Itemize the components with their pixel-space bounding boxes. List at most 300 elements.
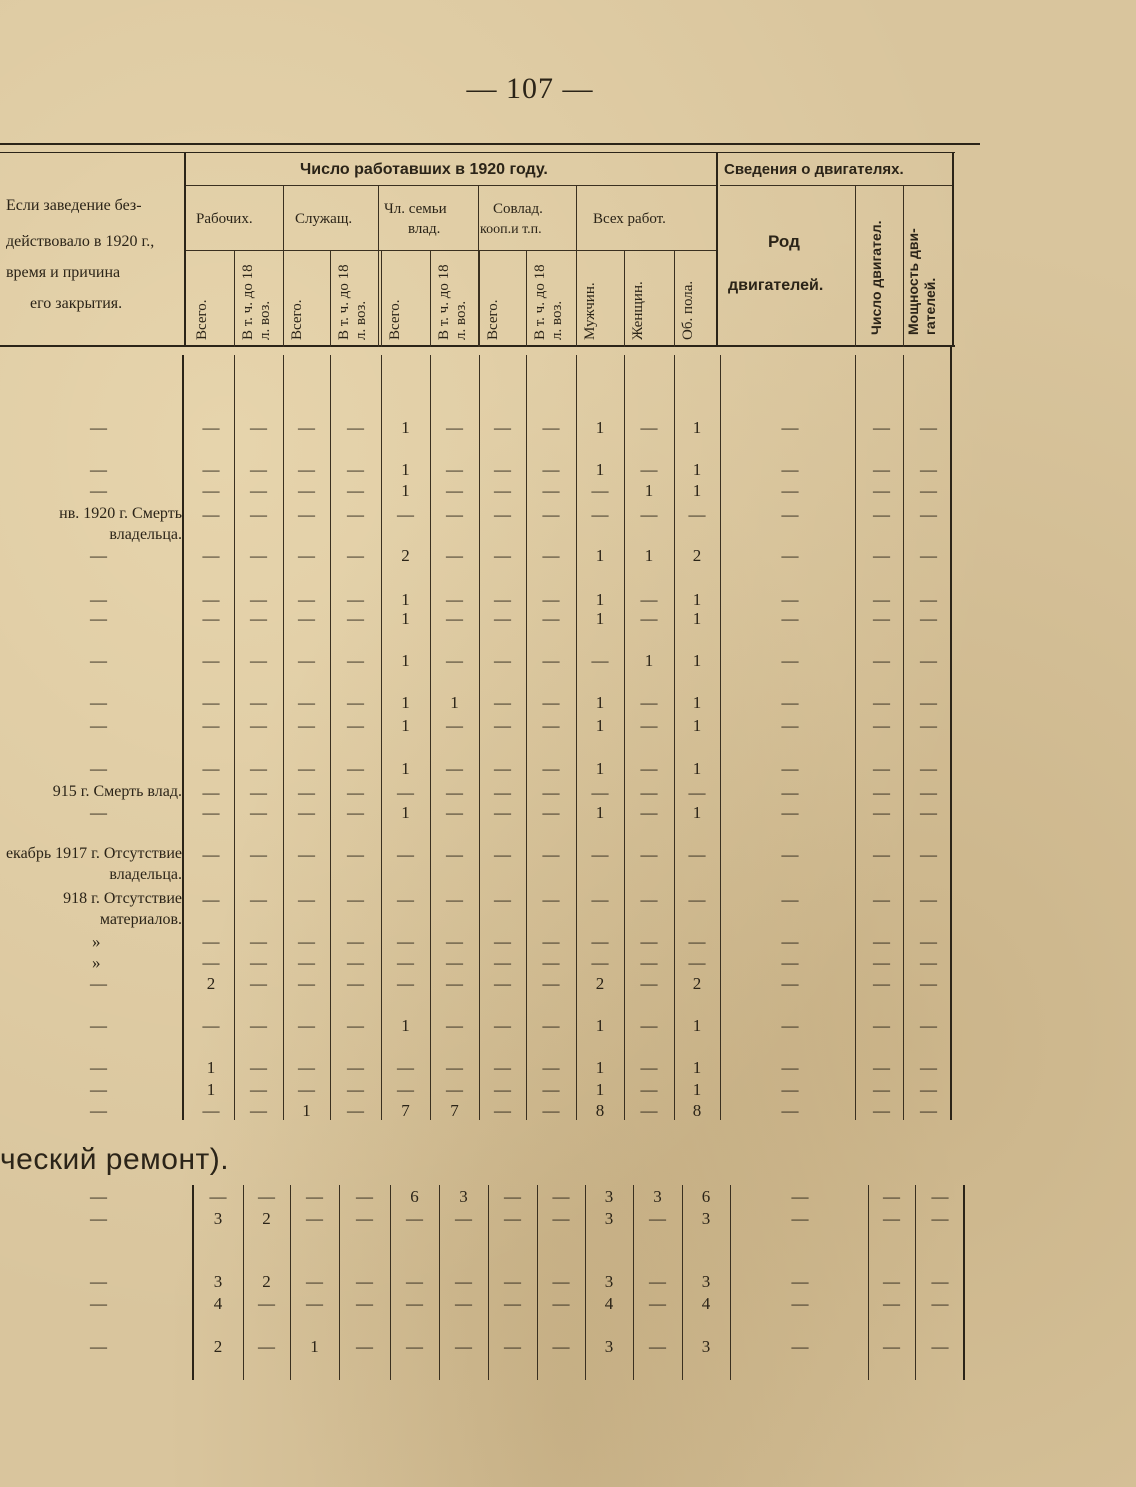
engine-cell: — <box>873 418 890 437</box>
column-rule <box>730 1185 731 1380</box>
table-cell: — <box>542 759 560 778</box>
engine-cell: — <box>781 460 799 479</box>
table-cell: 1 <box>595 590 605 609</box>
table-cell: — <box>494 1101 511 1120</box>
engine-cell: — <box>873 693 890 712</box>
table-cell: — <box>552 1187 570 1206</box>
table-cell: — <box>494 716 511 735</box>
row-reason: — <box>90 1209 107 1228</box>
table-cell: — <box>250 460 267 479</box>
row-reason: — <box>90 1016 107 1035</box>
engine-cell: — <box>781 481 799 500</box>
table-cell: — <box>552 1294 570 1313</box>
row-reason: — <box>90 1101 107 1120</box>
row-reason: 915 г. Смерть влад. <box>52 783 182 800</box>
table-cell: — <box>298 693 315 712</box>
column-rule <box>234 355 235 1120</box>
engine-cell: — <box>931 1337 949 1356</box>
table-cell: — <box>356 1187 373 1206</box>
column-rule <box>952 152 954 347</box>
table-cell: — <box>446 845 463 864</box>
table-cell: — <box>202 590 220 609</box>
table-cell: 1 <box>692 1016 702 1035</box>
engine-cell: — <box>781 890 799 909</box>
table-cell: — <box>397 783 414 802</box>
engine-cell: — <box>791 1294 809 1313</box>
column-rule <box>585 1185 586 1380</box>
engine-cell: — <box>883 1209 900 1228</box>
table-cell: — <box>591 651 609 670</box>
table-cell: 1 <box>692 693 702 712</box>
table-cell: — <box>446 418 463 437</box>
subgroup-family: Чл. семьи <box>384 201 447 217</box>
table-cell: — <box>202 460 220 479</box>
table-cell: — <box>494 590 511 609</box>
table-cell: 1 <box>401 460 410 479</box>
table-cell: — <box>298 1080 315 1099</box>
table-cell: — <box>202 609 220 628</box>
table-cell: — <box>347 693 364 712</box>
table-cell: — <box>504 1294 521 1313</box>
table-cell: — <box>397 974 414 993</box>
column-rule <box>234 250 235 347</box>
table-cell: — <box>494 890 511 909</box>
table-cell: — <box>552 1337 570 1356</box>
table-cell: — <box>258 1187 275 1206</box>
engine-cell: — <box>920 890 937 909</box>
table-cell: — <box>406 1337 423 1356</box>
engine-cell: — <box>873 651 890 670</box>
column-rule <box>903 355 904 1120</box>
table-cell: — <box>347 845 364 864</box>
table-cell: — <box>591 953 609 972</box>
table-cell: — <box>542 803 560 822</box>
leaf-column-label: Об. пола. <box>680 280 696 340</box>
engine-cell: — <box>873 974 890 993</box>
table-cell: 1 <box>692 1080 702 1099</box>
table-cell: — <box>591 890 609 909</box>
table-cell: — <box>542 418 560 437</box>
row-reason: — <box>90 1058 107 1077</box>
table-cell: — <box>202 803 220 822</box>
table-cell: 3 <box>604 1272 614 1291</box>
engine-cell: — <box>920 609 937 628</box>
table-cell: 1 <box>692 1058 702 1077</box>
table-cell: 1 <box>692 803 702 822</box>
table-cell: 1 <box>692 418 702 437</box>
engine-cell: — <box>920 1080 937 1099</box>
leaf-column-label: В т. ч. до 18 л. воз. <box>336 264 369 340</box>
workers-group-title: Число работавших в 1920 году. <box>300 161 548 178</box>
table-cell: — <box>640 590 658 609</box>
table-cell: — <box>202 890 220 909</box>
table-cell: — <box>250 1080 267 1099</box>
engine-cell: — <box>781 1080 799 1099</box>
table-cell: 1 <box>302 1101 311 1120</box>
reason-header-line: действовало в 1920 г., <box>6 233 155 250</box>
table-cell: — <box>591 783 609 802</box>
engine-cell: — <box>920 546 937 565</box>
table-cell: 6 <box>410 1187 419 1206</box>
table-cell: — <box>542 609 560 628</box>
table-cell: — <box>542 693 560 712</box>
column-rule <box>479 250 480 347</box>
engine-cell: — <box>920 932 937 951</box>
table-cell: — <box>397 953 414 972</box>
subgroup-coowners: Совлад. <box>493 201 543 217</box>
engine-cell: — <box>920 1101 937 1120</box>
table-cell: — <box>640 759 658 778</box>
engine-cell: — <box>920 418 937 437</box>
table-cell: 1 <box>401 481 410 500</box>
table-cell: — <box>347 890 364 909</box>
table-cell: — <box>397 845 414 864</box>
table-cell: — <box>640 693 658 712</box>
engine-cell: — <box>920 759 937 778</box>
table-cell: — <box>347 803 364 822</box>
table-cell: — <box>591 505 609 524</box>
table-cell: — <box>250 609 267 628</box>
engine-cell: — <box>873 590 890 609</box>
table-cell: — <box>298 460 315 479</box>
table-cell: — <box>202 693 220 712</box>
table-cell: — <box>298 845 315 864</box>
table-cell: — <box>640 716 658 735</box>
table-cell: — <box>306 1187 323 1206</box>
table-cell: — <box>542 590 560 609</box>
table-cell: — <box>202 759 220 778</box>
table-cell: — <box>455 1294 472 1313</box>
table-cell: — <box>306 1209 323 1228</box>
row-reason: нв. 1920 г. Смерть владельца. <box>59 505 182 543</box>
table-cell: — <box>250 481 267 500</box>
table-cell: — <box>494 1080 511 1099</box>
header-line <box>720 185 952 186</box>
column-rule <box>537 1185 538 1380</box>
table-cell: 2 <box>213 1337 223 1356</box>
page-number: — 107 — <box>466 72 594 105</box>
row-reason: — <box>90 716 107 735</box>
table-cell: 4 <box>604 1294 614 1313</box>
table-cell: — <box>202 481 220 500</box>
table-cell: — <box>250 693 267 712</box>
reason-header-line: время и причина <box>6 264 121 281</box>
column-rule <box>950 345 952 1120</box>
column-rule <box>915 1185 916 1380</box>
row-reason: — <box>90 1337 107 1356</box>
row-reason: — <box>90 651 107 670</box>
row-reason: — <box>90 609 107 628</box>
table-cell: — <box>209 1187 227 1206</box>
table-cell: — <box>542 505 560 524</box>
table-cell: — <box>298 803 315 822</box>
table-cell: 3 <box>701 1272 711 1291</box>
engine-cell: — <box>781 974 799 993</box>
engine-cell: — <box>883 1272 900 1291</box>
table-cell: — <box>640 953 658 972</box>
engine-cell: — <box>781 1016 799 1035</box>
column-rule <box>243 1185 244 1380</box>
table-cell: 1 <box>450 693 459 712</box>
table-cell: — <box>504 1272 521 1291</box>
column-rule <box>330 250 331 347</box>
engine-cell: — <box>873 953 890 972</box>
table-cell: — <box>298 418 315 437</box>
table-cell: 3 <box>213 1209 223 1228</box>
table-cell: — <box>494 803 511 822</box>
engine-count-header: Число двигател. <box>868 220 884 335</box>
reason-header-line: Если заведение без- <box>6 197 142 214</box>
engine-cell: — <box>931 1272 949 1291</box>
table-cell: — <box>250 651 267 670</box>
table-cell: — <box>542 783 560 802</box>
column-rule <box>479 355 480 1120</box>
table-cell: 1 <box>644 481 654 500</box>
table-cell: — <box>504 1209 521 1228</box>
table-cell: — <box>250 546 267 565</box>
row-reason: — <box>90 1187 107 1206</box>
table-cell: — <box>250 932 267 951</box>
table-cell: — <box>542 890 560 909</box>
column-rule <box>903 185 904 347</box>
engine-cell: — <box>883 1337 900 1356</box>
table-cell: — <box>347 505 364 524</box>
table-cell: — <box>446 974 463 993</box>
table-cell: 1 <box>595 716 605 735</box>
table-cell: — <box>591 481 609 500</box>
table-cell: — <box>649 1337 666 1356</box>
table-cell: 1 <box>401 759 410 778</box>
table-cell: 7 <box>450 1101 459 1120</box>
column-rule <box>381 250 382 347</box>
table-cell: — <box>591 845 609 864</box>
row-reason: екабрь 1917 г. Отсутствие владельца. <box>5 845 182 883</box>
engine-cell: — <box>781 418 799 437</box>
section-2-title: ческий ремонт). <box>0 1143 230 1176</box>
table-cell: — <box>347 1058 364 1077</box>
table-cell: — <box>649 1272 666 1291</box>
table-cell: — <box>397 1080 414 1099</box>
leaf-column-label: Мужчин. <box>582 282 598 340</box>
row-reason: — <box>90 974 107 993</box>
table-cell: 3 <box>459 1187 468 1206</box>
column-rule <box>290 1185 291 1380</box>
column-rule <box>576 355 577 1120</box>
table-cell: — <box>446 481 463 500</box>
engine-cell: — <box>781 651 799 670</box>
leaf-column-label: Всего. <box>387 299 403 340</box>
table-cell: 1 <box>595 1058 605 1077</box>
table-cell: — <box>347 932 364 951</box>
column-rule <box>624 250 625 347</box>
table-cell: — <box>446 1058 463 1077</box>
table-cell: — <box>494 460 511 479</box>
column-rule <box>339 1185 340 1380</box>
engine-cell: — <box>873 460 890 479</box>
engine-cell: — <box>873 803 890 822</box>
table-cell: — <box>202 651 220 670</box>
table-cell: — <box>640 845 658 864</box>
table-cell: — <box>504 1187 521 1206</box>
header-line <box>186 250 716 251</box>
column-rule <box>526 250 527 347</box>
engine-cell: — <box>781 693 799 712</box>
table-cell: 1 <box>595 693 605 712</box>
table-cell: — <box>446 460 463 479</box>
table-cell: — <box>298 953 315 972</box>
engine-cell: — <box>920 460 937 479</box>
table-cell: — <box>250 803 267 822</box>
table-cell: — <box>298 783 315 802</box>
engine-cell: — <box>873 759 890 778</box>
engine-cell: — <box>920 716 937 735</box>
table-cell: — <box>250 783 267 802</box>
table-cell: — <box>640 1058 658 1077</box>
leaf-column-label: Всего. <box>485 299 501 340</box>
row-reason: 918 г. Отсутствие материалов. <box>63 890 182 928</box>
column-rule <box>488 1185 489 1380</box>
table-cell: — <box>494 759 511 778</box>
table-cell: — <box>446 590 463 609</box>
column-rule <box>378 185 379 347</box>
column-rule <box>526 355 527 1120</box>
top-rule-thin <box>0 152 955 153</box>
table-cell: — <box>640 460 658 479</box>
column-rule <box>624 355 625 1120</box>
column-rule <box>576 250 577 347</box>
table-cell: — <box>202 953 220 972</box>
table-cell: — <box>446 890 463 909</box>
table-cell: 1 <box>595 1080 605 1099</box>
table-cell: — <box>202 505 220 524</box>
table-cell: 1 <box>595 546 605 565</box>
table-cell: 1 <box>401 716 410 735</box>
table-cell: — <box>298 759 315 778</box>
table-cell: — <box>640 803 658 822</box>
table-cell: — <box>250 890 267 909</box>
table-cell: — <box>298 609 315 628</box>
engine-cell: — <box>781 783 799 802</box>
table-cell: 1 <box>595 460 605 479</box>
table-cell: — <box>688 783 706 802</box>
engine-cell: — <box>781 609 799 628</box>
top-rule <box>0 143 980 145</box>
table-cell: — <box>542 1016 560 1035</box>
row-reason: » <box>92 932 101 951</box>
table-cell: — <box>494 1058 511 1077</box>
table-cell: 2 <box>262 1272 271 1291</box>
engine-cell: — <box>791 1272 809 1291</box>
engine-cell: — <box>883 1187 900 1206</box>
table-cell: 7 <box>401 1101 410 1120</box>
table-cell: 1 <box>692 609 702 628</box>
table-cell: — <box>494 974 511 993</box>
table-cell: — <box>298 546 315 565</box>
table-cell: — <box>446 759 463 778</box>
table-cell: — <box>494 609 511 628</box>
table-cell: — <box>347 783 364 802</box>
table-cell: — <box>446 546 463 565</box>
table-cell: — <box>494 783 511 802</box>
subgroup-employees: Служащ. <box>295 211 353 227</box>
table-cell: — <box>494 693 511 712</box>
table-cell: — <box>347 651 364 670</box>
engine-cell: — <box>791 1337 809 1356</box>
table-cell: 3 <box>604 1337 614 1356</box>
table-cell: — <box>494 505 511 524</box>
table-cell: 3 <box>653 1187 662 1206</box>
table-cell: 3 <box>701 1209 711 1228</box>
table-cell: — <box>455 1272 472 1291</box>
table-cell: — <box>542 460 560 479</box>
column-rule <box>855 185 856 347</box>
table-cell: — <box>347 590 364 609</box>
table-cell: — <box>446 505 463 524</box>
engine-cell: — <box>920 693 937 712</box>
table-cell: 1 <box>401 590 410 609</box>
column-rule <box>674 250 675 347</box>
table-cell: 3 <box>604 1187 614 1206</box>
engine-cell: — <box>873 1101 890 1120</box>
row-reason: — <box>90 1272 107 1291</box>
engine-cell: — <box>873 845 890 864</box>
table-cell: 1 <box>644 651 654 670</box>
table-cell: — <box>552 1209 570 1228</box>
table-cell: — <box>494 953 511 972</box>
column-rule <box>633 1185 634 1380</box>
table-cell: — <box>446 651 463 670</box>
column-rule <box>430 250 431 347</box>
table-cell: 1 <box>595 609 605 628</box>
engine-cell: — <box>920 481 937 500</box>
engine-cell: — <box>781 1058 799 1077</box>
table-cell: — <box>494 651 511 670</box>
table-cell: 1 <box>401 418 410 437</box>
table-cell: — <box>494 546 511 565</box>
table-cell: — <box>688 505 706 524</box>
engine-cell: — <box>873 783 890 802</box>
table-cell: — <box>542 1101 560 1120</box>
table-cell: — <box>688 845 706 864</box>
table-cell: — <box>542 1080 560 1099</box>
table-cell: — <box>202 845 220 864</box>
row-reason: — <box>90 481 107 500</box>
column-rule <box>963 1185 965 1380</box>
column-rule <box>439 1185 440 1380</box>
table-cell: — <box>640 505 658 524</box>
table-cell: — <box>202 932 220 951</box>
table-cell: — <box>347 1080 364 1099</box>
engine-cell: — <box>873 1016 890 1035</box>
table-cell: — <box>250 716 267 735</box>
table-cell: — <box>397 505 414 524</box>
engine-cell: — <box>781 953 799 972</box>
engine-kind-header: Род <box>768 232 800 251</box>
table-cell: 3 <box>213 1272 223 1291</box>
engine-cell: — <box>791 1187 809 1206</box>
table-cell: 3 <box>604 1209 614 1228</box>
column-rule <box>330 355 331 1120</box>
row-reason: — <box>90 803 107 822</box>
table-cell: 1 <box>692 651 702 670</box>
table-cell: — <box>250 1058 267 1077</box>
table-cell: — <box>202 716 220 735</box>
table-cell: — <box>250 953 267 972</box>
engine-cell: — <box>920 974 937 993</box>
table-cell: — <box>446 1080 463 1099</box>
table-cell: — <box>202 546 220 565</box>
table-cell: — <box>298 651 315 670</box>
